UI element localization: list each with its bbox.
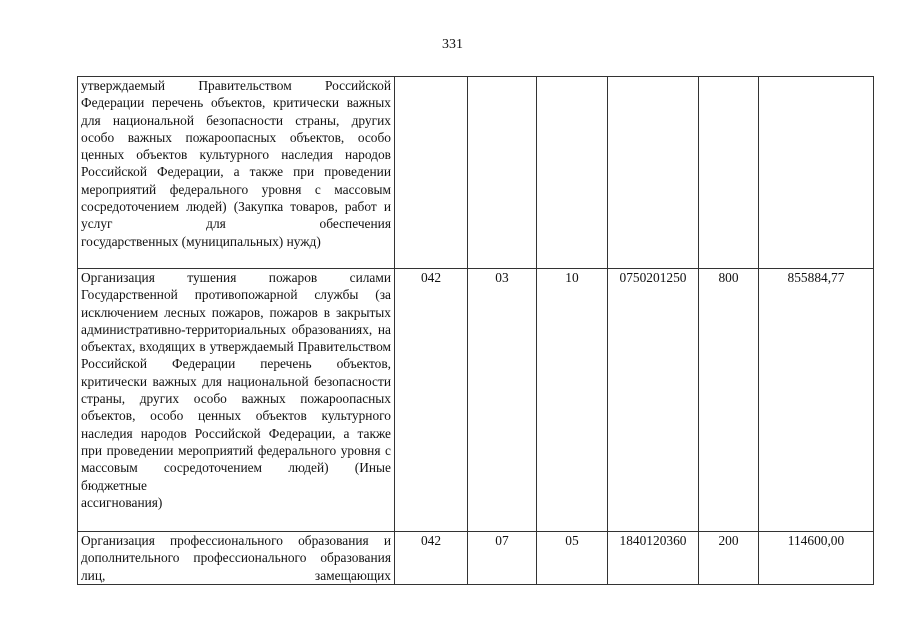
row-description: утверждаемый Правительством Российской Федерации перечень объектов, критически важных для национальной безопасности страны, других особо важных пожароопасных объектов, особо ценных объектов культурного наследия народов Российской Федерации, а также при проведении мероприятий федерального уровня с массовым сосредоточением людей) (Закупка товаров, работ и услуг для обеспечения государственных (муниципальных) нужд) — [78, 77, 395, 269]
expense-type-cell: 800 — [699, 269, 759, 532]
target-article-cell: 0750201250 — [608, 269, 699, 532]
table-row — [78, 532, 874, 585]
row-description: Организация тушения пожаров силами Государственной противопожарной службы (за исключением лесных пожаров, пожаров в закрытых административно-территориальных образованиях, на объектах, входящих в утверждаемый Правительством Российской Федерации перечень объектов, критически важных для национальной безопасности страны, других особо важных пожароопасных объектов, особо ценных объектов культурного наследия народов Российской Федерации, а также при проведении мероприятий федерального уровня с массовым сосредоточением людей) (Иные бюджетные ассигнования) — [78, 269, 395, 532]
ministry-code-cell: 042 — [395, 532, 468, 585]
section-code-cell — [468, 77, 537, 269]
page-number: 331 — [442, 37, 463, 52]
amount-cell: 114600,00 — [759, 532, 874, 585]
table-row — [78, 269, 874, 532]
target-article-cell — [608, 77, 699, 269]
section-code-cell: 03 — [468, 269, 537, 532]
expense-type-cell: 200 — [699, 532, 759, 585]
expense-type-cell — [699, 77, 759, 269]
row-description: Организация профессионального образования и дополнительного профессионального образования лиц, замещающих — [78, 532, 395, 585]
table-row — [78, 77, 874, 269]
ministry-code-cell — [395, 77, 468, 269]
subsection-code-cell: 05 — [537, 532, 608, 585]
amount-cell: 855884,77 — [759, 269, 874, 532]
target-article-cell: 1840120360 — [608, 532, 699, 585]
section-code-cell: 07 — [468, 532, 537, 585]
ministry-code-cell: 042 — [395, 269, 468, 532]
subsection-code-cell — [537, 77, 608, 269]
subsection-code-cell: 10 — [537, 269, 608, 532]
amount-cell — [759, 77, 874, 269]
budget-table — [77, 76, 874, 585]
